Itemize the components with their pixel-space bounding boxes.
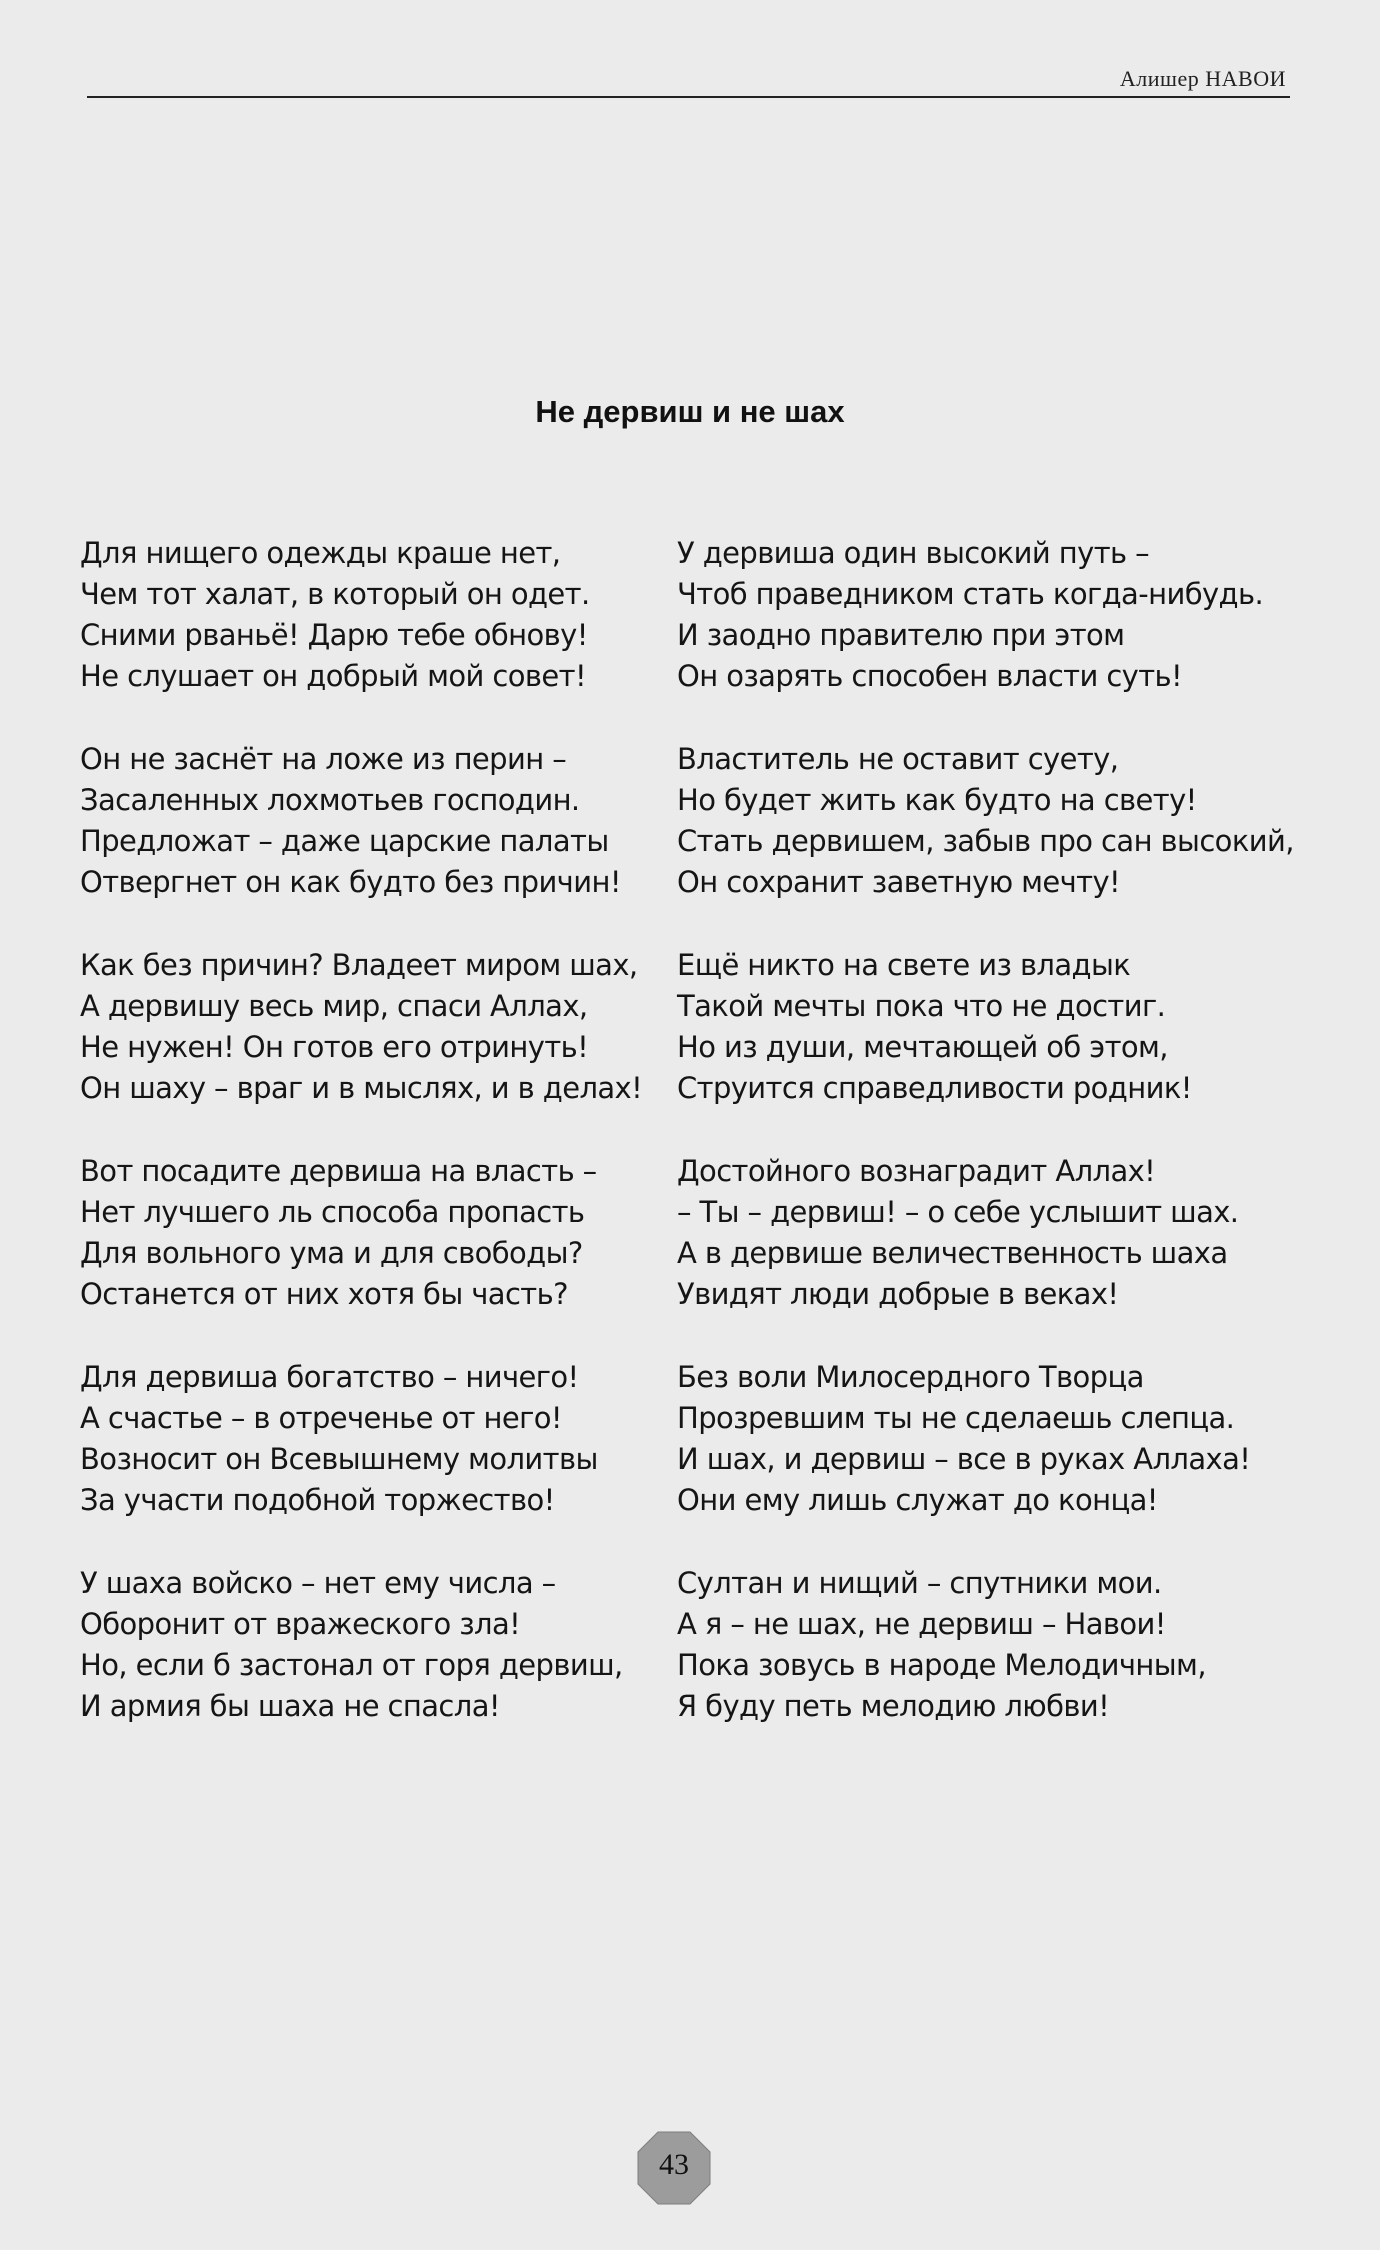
- verse-line: – Ты – дервиш! – о себе услышит шах.: [677, 1195, 1239, 1229]
- verse-line: Стать дервишем, забыв про сан высокий,: [677, 824, 1294, 858]
- header-author: Алишер НАВОИ: [1119, 66, 1286, 91]
- verse-line: Засаленных лохмотьев господин.: [80, 783, 580, 817]
- verse-line: Но из души, мечтающей об этом,: [677, 1030, 1168, 1064]
- verse-line: Для вольного ума и для свободы?: [80, 1236, 583, 1270]
- verse-line: Но будет жить как будто на свету!: [677, 783, 1197, 817]
- verse-line: Прозревшим ты не сделаешь слепца.: [677, 1401, 1235, 1435]
- verse-line: Струится справедливости родник!: [677, 1071, 1192, 1105]
- verse-line: Такой мечты пока что не достиг.: [677, 989, 1166, 1023]
- stanza-left-2: [80, 739, 621, 903]
- stanza-right-6: [677, 1563, 1206, 1727]
- page-number: 43: [659, 2148, 689, 2181]
- verse-line: Нет лучшего ль способа пропасть: [80, 1195, 585, 1229]
- poem-title: Не дервиш и не шах: [535, 394, 845, 429]
- stanza-left-1: [80, 533, 590, 697]
- verse-line: Сними рваньё! Дарю тебе обнову!: [80, 618, 588, 652]
- verse-line: Чем тот халат, в который он одет.: [80, 577, 590, 611]
- verse-line: Не слушает он добрый мой совет!: [80, 659, 586, 693]
- verse-line: Оборонит от вражеского зла!: [80, 1607, 521, 1641]
- verse-line: Он не заснёт на ложе из перин –: [80, 742, 567, 776]
- page-number-badge: [636, 2130, 712, 2206]
- verse-line: Он озарять способен власти суть!: [677, 659, 1183, 693]
- verse-line: Он шаху – враг и в мыслях, и в делах!: [80, 1071, 643, 1105]
- verse-line: Ещё никто на свете из владык: [677, 948, 1131, 982]
- verse-line: Но, если б застонал от горя дервиш,: [80, 1648, 623, 1682]
- verse-line: Они ему лишь служат до конца!: [677, 1483, 1158, 1517]
- verse-line: Как без причин? Владеет миром шах,: [80, 948, 638, 982]
- running-header: [87, 58, 1290, 98]
- verse-line: Увидят люди добрые в веках!: [677, 1277, 1119, 1311]
- verse-line: Для нищего одежды краше нет,: [80, 536, 561, 570]
- verse-line: Властитель не оставит суету,: [677, 742, 1119, 776]
- stanza-left-6: [80, 1563, 623, 1727]
- verse-line: А счастье – в отреченье от него!: [80, 1401, 562, 1435]
- stanza-right-2: [677, 739, 1294, 903]
- stanza-left-3: [80, 945, 642, 1109]
- verse-line: У дервиша один высокий путь –: [677, 536, 1150, 570]
- stanza-right-5: [677, 1357, 1250, 1521]
- verse-line: Возносит он Всевышнему молитвы: [80, 1442, 598, 1476]
- verse-line: А в дервише величественность шаха: [677, 1236, 1228, 1270]
- verse-line: Чтоб праведником стать когда-нибудь.: [677, 577, 1264, 611]
- verse-line: И заодно правителю при этом: [677, 618, 1125, 652]
- verse-line: У шаха войско – нет ему числа –: [80, 1566, 556, 1600]
- stanza-right-1: [677, 533, 1263, 697]
- verse-line: И шах, и дервиш – все в руках Аллаха!: [677, 1442, 1251, 1476]
- verse-line: Султан и нищий – спутники мои.: [677, 1566, 1162, 1600]
- stanza-right-4: [677, 1151, 1238, 1315]
- stanza-left-4: [80, 1151, 597, 1315]
- verse-line: Я буду петь мелодию любви!: [677, 1689, 1110, 1723]
- verse-line: И армия бы шаха не спасла!: [80, 1689, 500, 1723]
- verse-line: За участи подобной торжество!: [80, 1483, 555, 1517]
- verse-line: Он сохранит заветную мечту!: [677, 865, 1121, 899]
- verse-line: Без воли Милосердного Творца: [677, 1360, 1144, 1394]
- verse-line: Для дервиша богатство – ничего!: [80, 1360, 579, 1394]
- verse-line: Предложат – даже царские палаты: [80, 824, 609, 858]
- verse-line: Достойного вознаградит Аллах!: [677, 1154, 1156, 1188]
- stanza-left-5: [80, 1357, 598, 1521]
- verse-line: Отвергнет он как будто без причин!: [80, 865, 621, 899]
- verse-line: Не нужен! Он готов его отринуть!: [80, 1030, 589, 1064]
- stanza-right-3: [677, 945, 1192, 1109]
- verse-line: А я – не шах, не дервиш – Навои!: [677, 1607, 1166, 1641]
- verse-line: А дервишу весь мир, спаси Аллах,: [80, 989, 588, 1023]
- verse-line: Вот посадите дервиша на власть –: [80, 1154, 597, 1188]
- verse-line: Пока зовусь в народе Мелодичным,: [677, 1648, 1206, 1682]
- verse-line: Останется от них хотя бы часть?: [80, 1277, 568, 1311]
